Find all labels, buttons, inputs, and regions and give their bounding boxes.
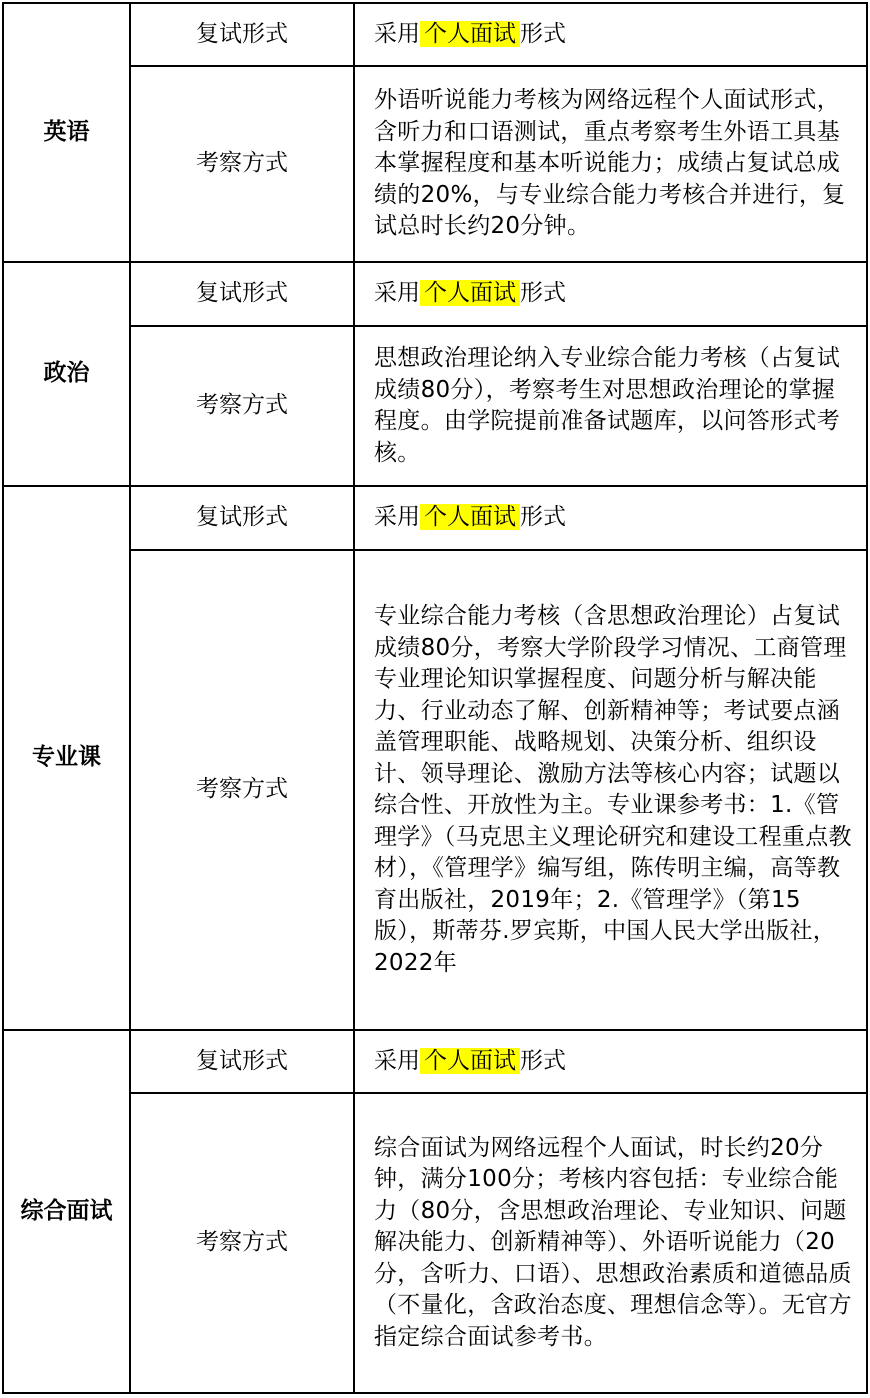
method-cell	[354, 550, 867, 1030]
form-prefix: 采用	[374, 280, 420, 307]
table-row	[3, 326, 867, 486]
subject-cell: 英语	[3, 3, 130, 262]
subject-cell: 综合面试	[3, 1030, 130, 1393]
table-row	[3, 1030, 867, 1093]
method-text: 思想政治理论纳入专业综合能力考核（占复试成绩80分），考察考生对思想政治理论的掌握程度。由学院提前准备试题库，以问答形式考核。	[374, 345, 840, 466]
form-cell	[354, 1030, 867, 1093]
method-text: 外语听说能力考核为网络远程个人面试形式，含听力和口语测试，重点考察考生外语工具基本掌握程度和基本听说能力；成绩占复试总成绩的20%，与专业综合能力考核合并进行，复试总时长约20分钟。	[374, 87, 846, 240]
form-highlight: 个人面试	[420, 504, 520, 530]
table-row	[3, 3, 867, 66]
form-prefix: 采用	[374, 1047, 420, 1074]
form-label: 复试形式	[130, 262, 354, 326]
table-row	[3, 1093, 867, 1393]
form-suffix: 形式	[520, 20, 566, 47]
subject-cell: 政治	[3, 262, 130, 486]
table-row	[3, 486, 867, 550]
method-label: 考察方式	[130, 1093, 354, 1393]
form-cell	[354, 486, 867, 550]
method-cell	[354, 326, 867, 486]
method-text: 专业综合能力考核（含思想政治理论）占复试成绩80分，考察大学阶段学习情况、工商管理专业理论知识掌握程度、问题分析与解决能力、行业动态了解、创新精神等；考试要点涵盖管理职能、战略规划、决策分析、组织设计、领导理论、激励方法等核心内容；试题以综合性、开放性为主。专业课参考书：1.《管理学》（马克思主义理论研究和建设工程重点教材），《管理学》编写组，陈传明主编，高等教育出版社，2019年；2.《管理学》（第15版），斯蒂芬.罗宾斯，中国人民大学出版社，2022年	[374, 603, 852, 976]
form-suffix: 形式	[520, 504, 566, 531]
form-suffix: 形式	[520, 1047, 566, 1074]
method-label: 考察方式	[130, 550, 354, 1030]
retest-table	[2, 2, 868, 1394]
form-cell	[354, 262, 867, 326]
subject-cell: 专业课	[3, 486, 130, 1030]
method-cell	[354, 66, 867, 262]
table-row	[3, 550, 867, 1030]
form-prefix: 采用	[374, 20, 420, 47]
form-label: 复试形式	[130, 3, 354, 66]
method-label: 考察方式	[130, 326, 354, 486]
form-prefix: 采用	[374, 504, 420, 531]
form-label: 复试形式	[130, 486, 354, 550]
method-label: 考察方式	[130, 66, 354, 262]
form-highlight: 个人面试	[420, 1048, 520, 1074]
table-row	[3, 66, 867, 262]
form-highlight: 个人面试	[420, 21, 520, 47]
form-highlight: 个人面试	[420, 280, 520, 306]
form-cell	[354, 3, 867, 66]
form-label: 复试形式	[130, 1030, 354, 1093]
table-row	[3, 262, 867, 326]
form-suffix: 形式	[520, 280, 566, 307]
method-text: 综合面试为网络远程个人面试，时长约20分钟，满分100分；考核内容包括：专业综合能力（80分，含思想政治理论、专业知识、问题解决能力、创新精神等）、外语听说能力（20分，含听力、口语）、思想政治素质和道德品质（不量化，含政治态度、理想信念等）。无官方指定综合面试参考书。	[374, 1134, 852, 1350]
method-cell	[354, 1093, 867, 1393]
